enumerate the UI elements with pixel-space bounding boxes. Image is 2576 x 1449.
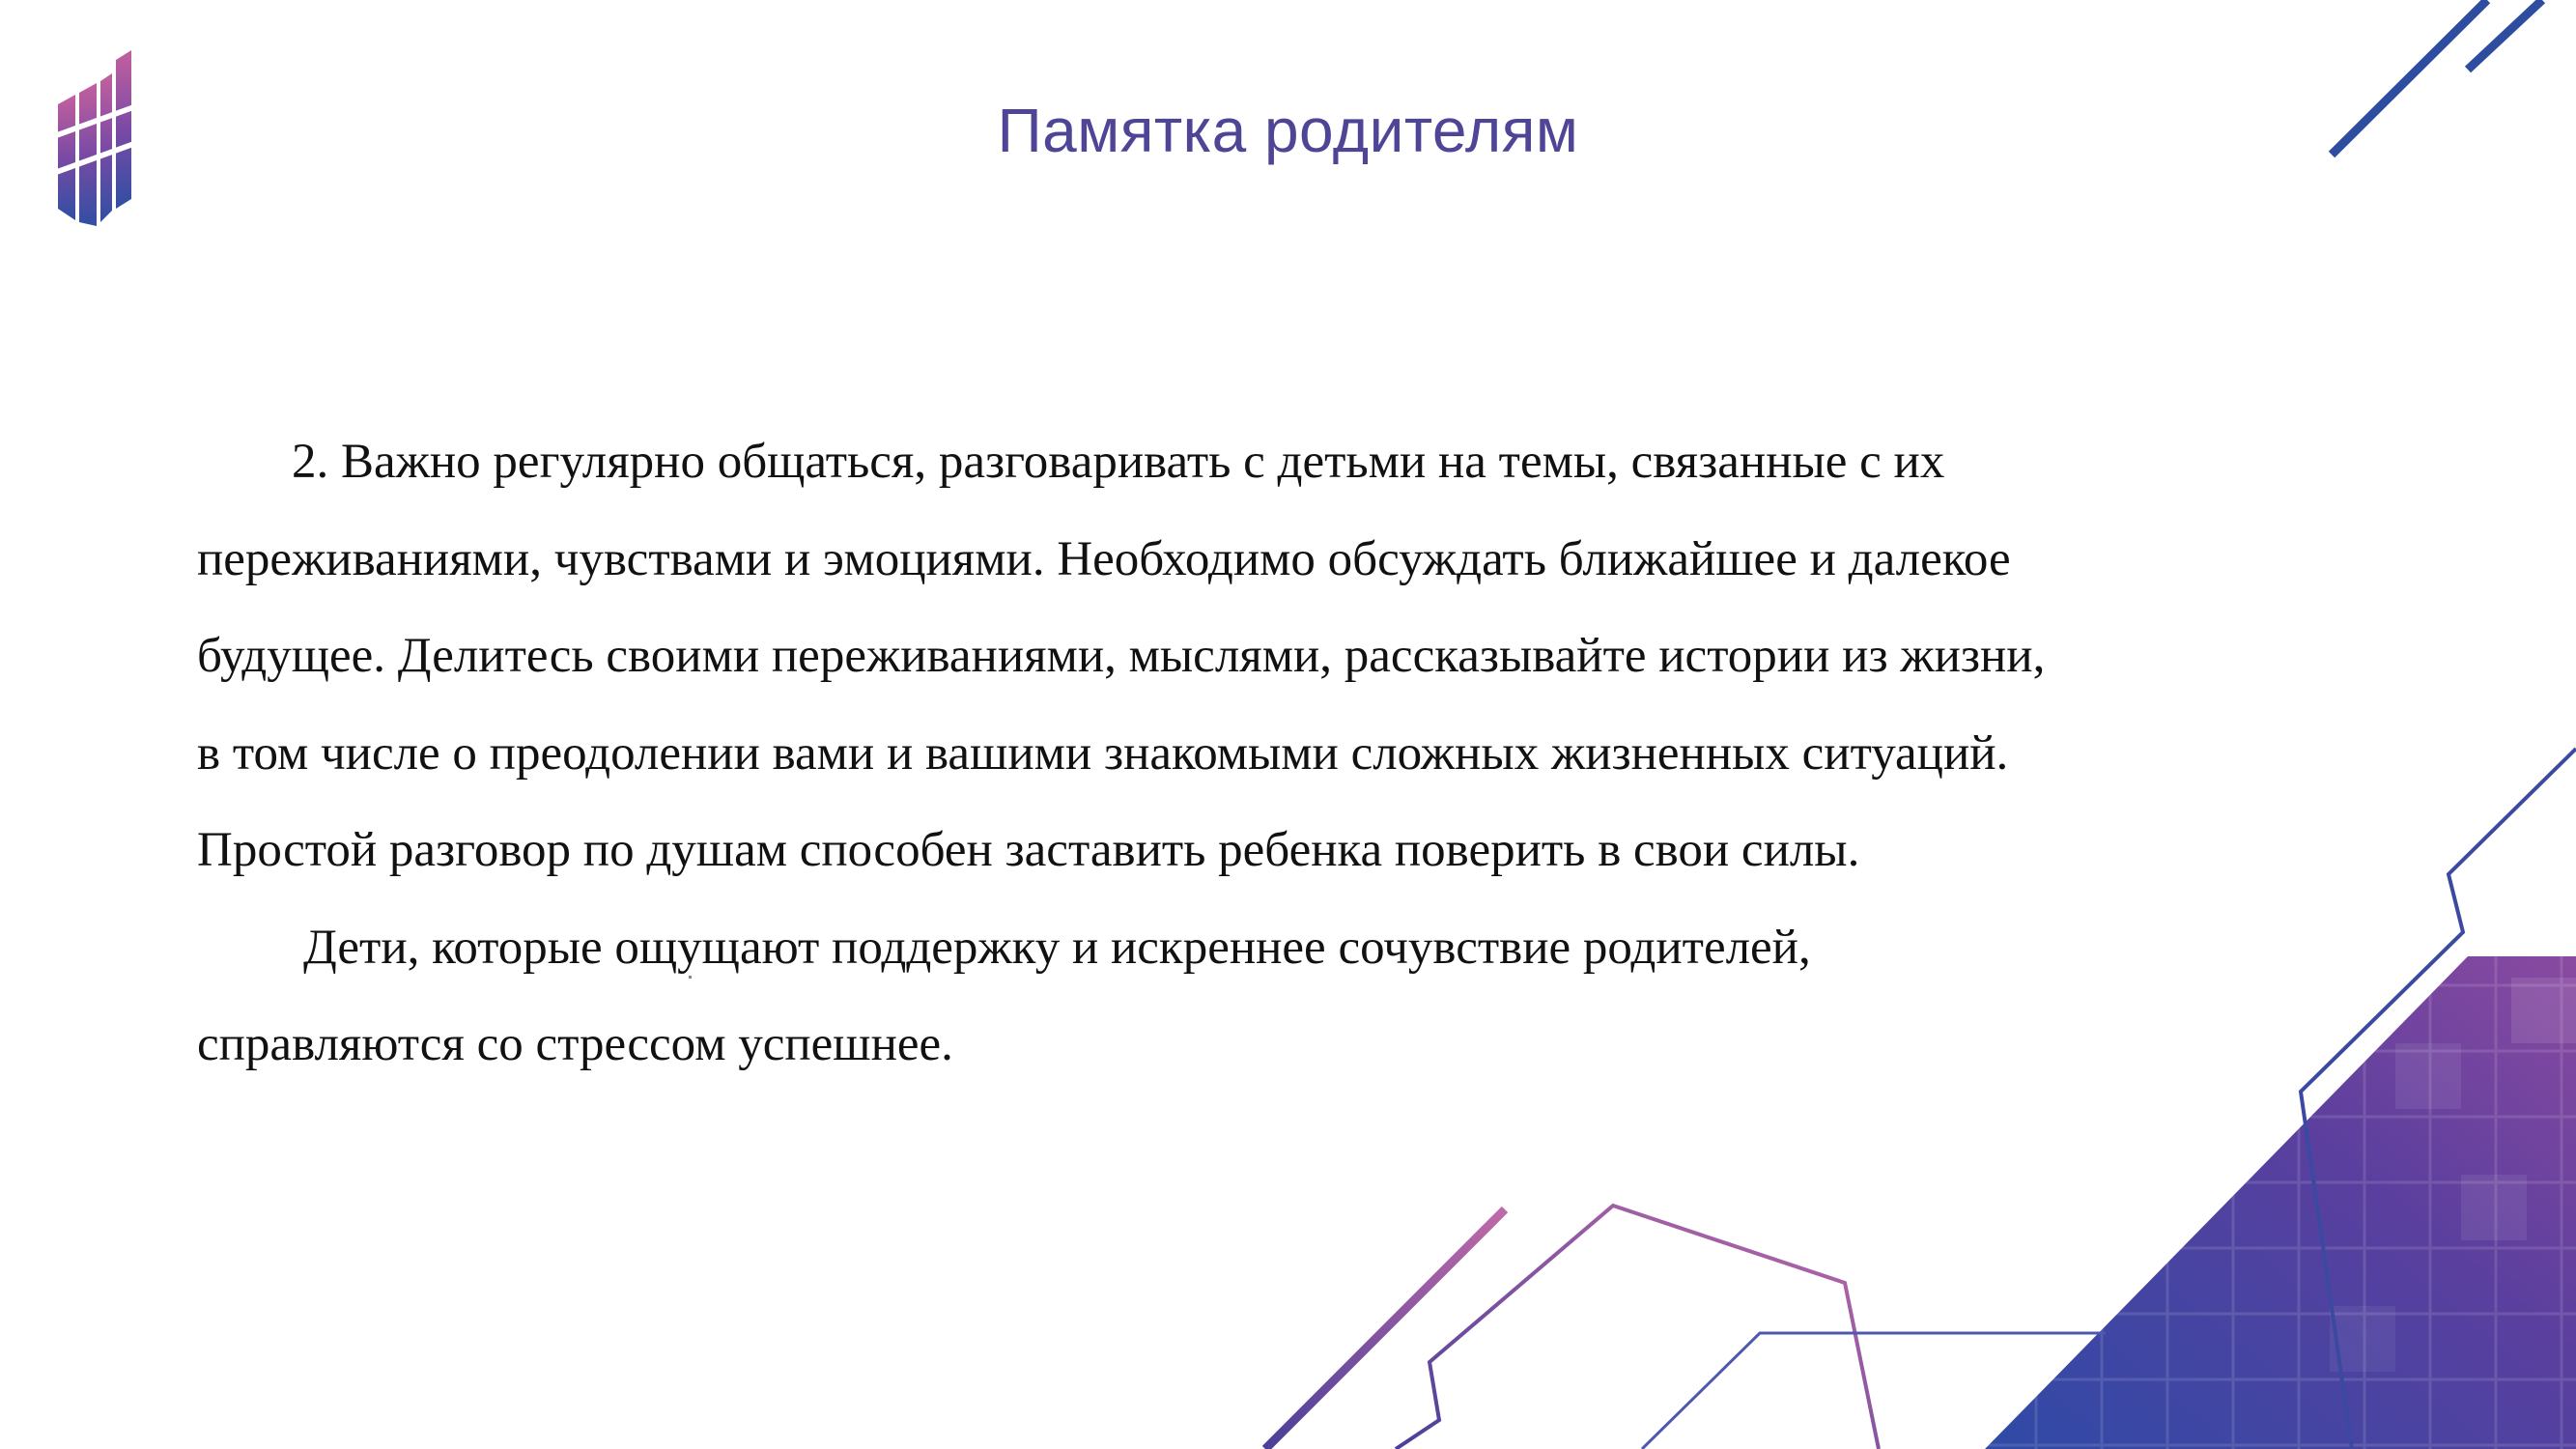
paragraph-1 xyxy=(197,413,2274,899)
paragraph-line: в том числе о преодолении вами и вашими знакомыми сложных жизненных ситуаций. xyxy=(197,725,2009,781)
slide-title: Памятка родителям xyxy=(997,96,1579,165)
body-text xyxy=(197,413,2274,1094)
paragraph-2 xyxy=(197,899,2274,1094)
paragraph-line: справляются со стрессом успешнее. xyxy=(197,1017,953,1071)
paragraph-line: переживаниями, чувствами и эмоциями. Необходимо обсуждать ближайшее и далекое xyxy=(197,531,2011,586)
paragraph-line: 2. Важно регулярно общаться, разговаривать с детьми на темы, связанные с их xyxy=(292,435,1945,489)
paragraph-line: Дети, которые ощущают поддержку и искреннее сочувствие родителей, xyxy=(303,920,1811,975)
paragraph-line: Простой разговор по душам способен заставить ребенка поверить в свои силы. xyxy=(197,823,1860,877)
paragraph-line: будущее. Делитесь своими переживаниями, мыслями, рассказывайте истории из жизни, xyxy=(197,629,2046,683)
